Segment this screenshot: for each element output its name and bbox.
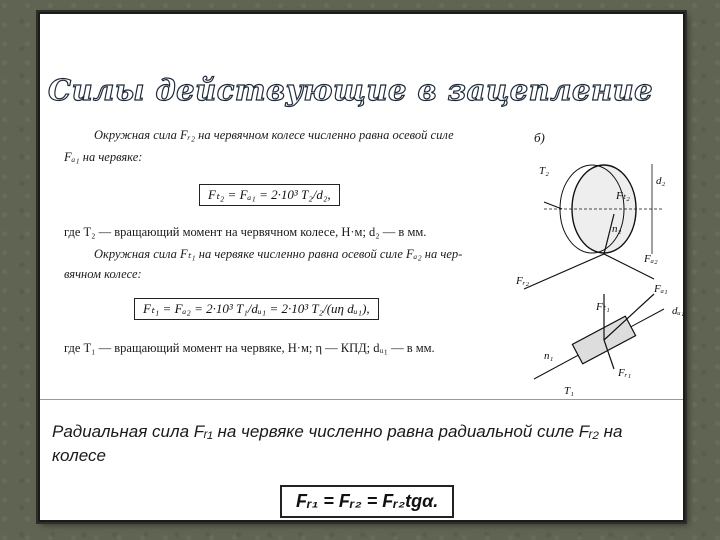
slide-title: Силы действующие в зацепление <box>48 73 654 107</box>
text-line: Окружная сила Fᵣ₂ на червячном колесе численно равна осевой силе <box>94 128 454 142</box>
text-line: Окружная сила Fₜ₁ на червяке численно равна осевой силе Fₐ₂ на чер- <box>94 247 463 261</box>
radial-force-section <box>40 399 683 522</box>
label-dw1: dᵤ₁ <box>672 305 685 317</box>
radial-force-formula: Fᵣ₁ = Fᵣ₂ = Fᵣ₂tgα. <box>280 485 454 518</box>
text-line: где T₁ — вращающий момент на червяке, Н·м; η — КПД; dᵤ₁ — в мм. <box>64 341 435 355</box>
slide <box>38 12 685 522</box>
panel-label: б) <box>534 130 545 145</box>
text-line: где T₂ — вращающий момент на червячном колесе, Н·м; d₂ — в мм. <box>64 225 427 239</box>
label-Fr1: Fᵣ₁ <box>618 367 632 379</box>
wheel-shaft <box>544 202 562 209</box>
text-line: вячном колесе: <box>64 267 142 281</box>
label-Ft1: Fₜ₁ <box>596 301 610 313</box>
label-Ft2: Fₜ₂ <box>616 190 630 202</box>
label-n2: n₂ <box>612 223 622 235</box>
worm-gear-force-diagram <box>504 114 685 399</box>
formula-box: Fₜ₂ = Fₐ₁ = 2·10³ T₂/d₂, <box>199 184 340 206</box>
label-Fa2: Fₐ₂ <box>644 253 658 265</box>
text-line: Fₐ₁ на червяке: <box>64 150 143 164</box>
fa2-arrow <box>524 254 604 289</box>
textbook-excerpt <box>54 110 685 398</box>
label-n1: n₁ <box>544 350 554 362</box>
label-d2: d₂ <box>656 175 666 187</box>
label-Fa1: Fₐ₁ <box>654 283 668 295</box>
formula-box: Fₜ₁ = Fₐ₂ = 2·10³ T₁/dᵤ₁ = 2·10³ T₂/(uη dᵤ₁), <box>134 298 379 320</box>
label-Fr2: Fᵣ₂ <box>516 275 530 287</box>
label-T2: T₂ <box>539 165 549 177</box>
radial-force-text: Радиальная сила Fᵣ₁ на червяке численно равна радиальной силе Fᵣ₂ на колесе <box>52 422 623 465</box>
label-T1: T₁ <box>564 385 574 397</box>
